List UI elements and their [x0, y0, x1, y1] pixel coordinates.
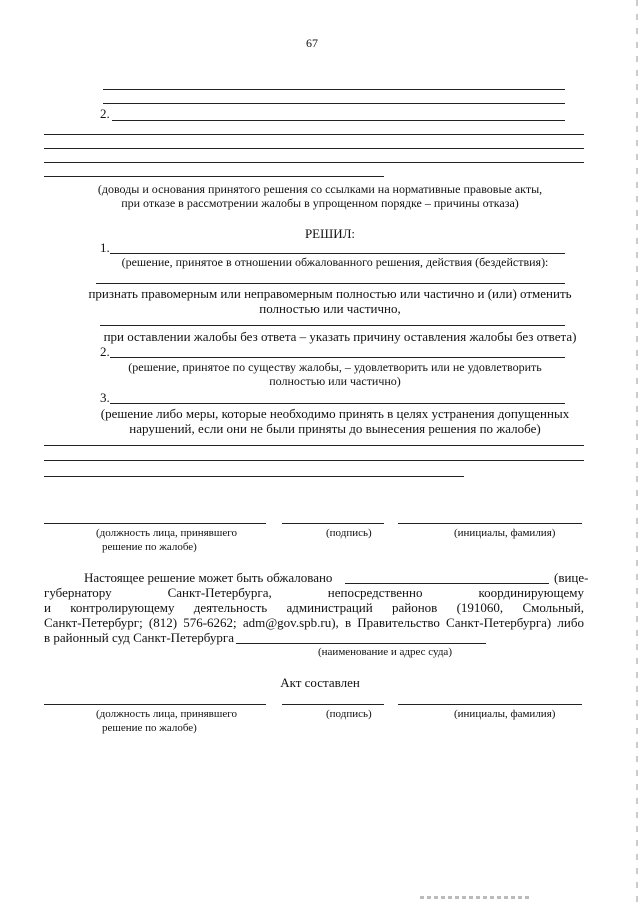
blank-line — [110, 403, 565, 404]
grounds-caption-line-2: при отказе в рассмотрении жалобы в упрощенном порядке – причины отказа) — [121, 196, 519, 210]
decision-1-cont-line-2: полностью или частично, — [259, 301, 401, 316]
page-number: 67 — [306, 36, 318, 50]
blank-line — [44, 445, 584, 446]
decision-2-label: 2. — [100, 344, 110, 359]
blank-line — [96, 283, 565, 284]
decision-1-caption: (решение, принятое в отношении обжалованного решения, действия (бездействия): — [121, 255, 549, 269]
decided-heading: РЕШИЛ: — [304, 226, 356, 241]
blank-line — [103, 89, 565, 90]
decision-2-caption-line-1: (решение, принятое по существу жалобы, – удовлетворить или не удовлетворить — [128, 360, 542, 374]
appeal-line-1a: Настоящее решение может быть обжаловано — [84, 570, 333, 585]
sig2-signature-caption: (подпись) — [326, 708, 372, 720]
appeal-line-1b: (вице- — [554, 570, 589, 585]
initials-line — [398, 704, 582, 705]
blank-line — [110, 253, 565, 254]
decision-1-cont-line-1: признать правомерным или неправомерным полностью или частично и (или) отменить — [88, 286, 572, 301]
blank-line — [110, 357, 565, 358]
appeal-blank-line — [345, 583, 549, 584]
sig2-position-caption-2: решение по жалобе) — [102, 722, 197, 734]
blank-line — [44, 134, 584, 135]
sig1-position-caption-2: решение по жалобе) — [102, 541, 197, 553]
signature-line — [282, 523, 384, 524]
decision-2-caption-line-2: полностью или частично) — [269, 374, 401, 388]
decision-3-caption-line-1: (решение либо меры, которые необходимо принять в целях устранения допущенных — [100, 406, 570, 421]
blank-line — [44, 476, 464, 477]
blank-line — [44, 162, 584, 163]
sig1-position-caption-1: (должность лица, принявшего — [96, 527, 237, 539]
appeal-line-3: и контролирующему деятельность администраций районов (191060, Смольный, — [44, 600, 584, 615]
decision-3-caption-line-2: нарушений, если они не были приняты до вынесения решения по жалобе) — [129, 421, 541, 436]
item-2-label: 2. — [100, 106, 110, 121]
appeal-line-4: Санкт-Петербург; (812) 576-6262; adm@gov.spb.ru), в Правительство Санкт-Петербурга) либо — [44, 615, 584, 630]
appeal-line-5: в районный суд Санкт-Петербурга — [44, 630, 234, 645]
decision-1-cont-line-3: при оставлении жалобы без ответа – указать причину оставления жалобы без ответа) — [103, 329, 577, 344]
position-line — [44, 523, 266, 524]
initials-line — [398, 523, 582, 524]
blank-line — [112, 120, 565, 121]
signature-line — [282, 704, 384, 705]
blank-line — [44, 176, 384, 177]
decision-3-label: 3. — [100, 390, 110, 405]
grounds-caption-line-1: (доводы и основания принятого решения со ссылками на нормативные правовые акты, — [97, 182, 543, 196]
blank-line — [100, 325, 565, 326]
blank-line — [44, 148, 584, 149]
blank-line — [44, 460, 584, 461]
sig1-signature-caption: (подпись) — [326, 527, 372, 539]
appeal-line-2: губернатору Санкт-Петербурга, непосредственно координирующему — [44, 585, 584, 600]
decision-1-label: 1. — [100, 240, 110, 255]
act-heading: Акт составлен — [280, 675, 360, 690]
blank-line — [103, 103, 565, 104]
sig2-position-caption-1: (должность лица, принявшего — [96, 708, 237, 720]
court-blank-line — [236, 643, 486, 644]
sig1-initials-caption: (инициалы, фамилия) — [454, 527, 556, 539]
scan-edge-artifact — [636, 0, 638, 905]
position-line — [44, 704, 266, 705]
court-caption: (наименование и адрес суда) — [318, 646, 452, 658]
scan-bottom-artifact — [420, 896, 530, 899]
sig2-initials-caption: (инициалы, фамилия) — [454, 708, 556, 720]
